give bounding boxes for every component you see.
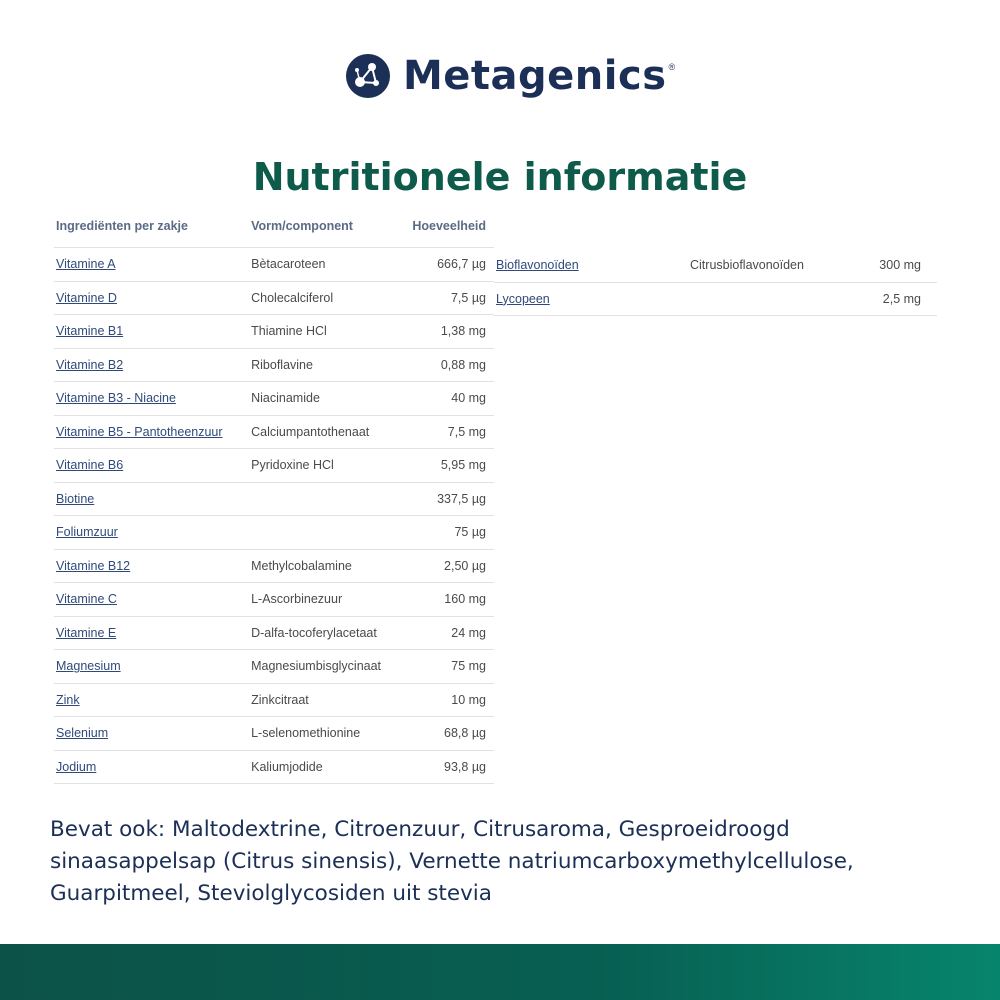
ingredient-amount: 337,5 µg xyxy=(410,482,494,516)
ingredient-amount: 24 mg xyxy=(410,616,494,650)
ingredient-form: Methylcobalamine xyxy=(249,549,410,583)
ingredient-amount: 93,8 µg xyxy=(410,750,494,784)
ingredient-form: Kaliumjodide xyxy=(249,750,410,784)
ingredient-amount: 7,5 µg xyxy=(410,281,494,315)
brand-name: Metagenics xyxy=(403,53,667,99)
ingredient-amount: 2,50 µg xyxy=(410,549,494,583)
ingredient-form: L-selenomethionine xyxy=(249,717,410,751)
ingredient-link[interactable]: Lycopeen xyxy=(496,291,550,306)
table-row xyxy=(54,382,494,416)
ingredient-amount: 1,38 mg xyxy=(410,315,494,349)
header-ingredient: Ingrediënten per zakje xyxy=(54,205,249,248)
table-row xyxy=(54,549,494,583)
nutrition-table-right xyxy=(494,249,937,316)
ingredient-amount: 75 mg xyxy=(410,650,494,684)
ingredient-link[interactable]: Foliumzuur xyxy=(56,525,118,540)
table-row xyxy=(54,583,494,617)
table-row xyxy=(54,616,494,650)
ingredient-form: Cholecalciferol xyxy=(249,281,410,315)
ingredient-amount: 5,95 mg xyxy=(410,449,494,483)
table-row xyxy=(54,516,494,550)
ingredient-form: Calciumpantothenaat xyxy=(249,415,410,449)
ingredient-link[interactable]: Vitamine B2 xyxy=(56,357,124,372)
ingredient-link[interactable]: Vitamine B3 - Niacine xyxy=(56,391,176,406)
table-row xyxy=(54,717,494,751)
ingredient-amount: 2,5 mg xyxy=(857,282,937,316)
ingredient-link[interactable]: Jodium xyxy=(56,759,97,774)
table-row xyxy=(54,248,494,282)
ingredient-form: D-alfa-tocoferylacetaat xyxy=(249,616,410,650)
page-title: Nutritionele informatie xyxy=(252,155,748,199)
ingredient-link[interactable]: Vitamine C xyxy=(56,592,117,607)
table-row xyxy=(494,249,937,282)
table-row xyxy=(54,415,494,449)
ingredient-form: Citrusbioflavonoïden xyxy=(688,249,857,282)
header-form: Vorm/component xyxy=(249,205,410,248)
ingredient-link[interactable]: Vitamine E xyxy=(56,625,117,640)
metagenics-logo-icon xyxy=(345,53,391,99)
table-row xyxy=(54,449,494,483)
ingredient-link[interactable]: Selenium xyxy=(56,726,109,741)
ingredient-amount: 300 mg xyxy=(857,249,937,282)
ingredient-link[interactable]: Vitamine A xyxy=(56,257,116,272)
ingredient-amount: 666,7 µg xyxy=(410,248,494,282)
ingredient-amount: 68,8 µg xyxy=(410,717,494,751)
ingredient-amount: 160 mg xyxy=(410,583,494,617)
ingredient-form: Niacinamide xyxy=(249,382,410,416)
ingredient-link[interactable]: Vitamine B5 - Pantotheenzuur xyxy=(56,424,223,439)
ingredient-form: Thiamine HCl xyxy=(249,315,410,349)
nutrition-table-left xyxy=(54,205,494,784)
ingredient-amount: 0,88 mg xyxy=(410,348,494,382)
ingredient-form: Riboflavine xyxy=(249,348,410,382)
ingredient-link[interactable]: Bioflavonoïden xyxy=(496,258,579,273)
table-row xyxy=(54,348,494,382)
table-row xyxy=(54,650,494,684)
extra-ingredients: Bevat ook: Maltodextrine, Citroenzuur, Citrusaroma, Gesproeidroogd sinaasappelsap (Citrus sinensis), Vernette natriumcarboxymethylcellulose, Guarpitmeel, Steviolglycosiden uit stevia xyxy=(50,817,854,906)
ingredient-link[interactable]: Magnesium xyxy=(56,659,121,674)
ingredient-link[interactable]: Zink xyxy=(56,692,80,707)
ingredient-form: Bètacaroteen xyxy=(249,248,410,282)
table-row xyxy=(54,281,494,315)
registered-mark: ® xyxy=(668,62,676,72)
table-row xyxy=(494,282,937,316)
table-row xyxy=(54,482,494,516)
table-header-row xyxy=(54,205,494,248)
ingredient-amount: 75 µg xyxy=(410,516,494,550)
header-amount: Hoeveelheid xyxy=(410,205,494,248)
ingredient-link[interactable]: Vitamine B12 xyxy=(56,558,131,573)
ingredient-amount: 7,5 mg xyxy=(410,415,494,449)
brand-logo xyxy=(345,50,675,102)
ingredient-form xyxy=(688,282,857,316)
ingredient-link[interactable]: Biotine xyxy=(56,491,95,506)
ingredient-form: Pyridoxine HCl xyxy=(249,449,410,483)
ingredient-form xyxy=(249,482,410,516)
ingredient-form: Zinkcitraat xyxy=(249,683,410,717)
ingredient-link[interactable]: Vitamine B1 xyxy=(56,324,124,339)
table-row xyxy=(54,750,494,784)
ingredient-form xyxy=(249,516,410,550)
ingredient-link[interactable]: Vitamine B6 xyxy=(56,458,124,473)
table-row xyxy=(54,683,494,717)
table-row xyxy=(54,315,494,349)
ingredient-form: Magnesiumbisglycinaat xyxy=(249,650,410,684)
ingredient-form: L-Ascorbinezuur xyxy=(249,583,410,617)
ingredient-link[interactable]: Vitamine D xyxy=(56,290,117,305)
ingredient-amount: 40 mg xyxy=(410,382,494,416)
ingredient-amount: 10 mg xyxy=(410,683,494,717)
footer-band xyxy=(0,944,1000,1000)
